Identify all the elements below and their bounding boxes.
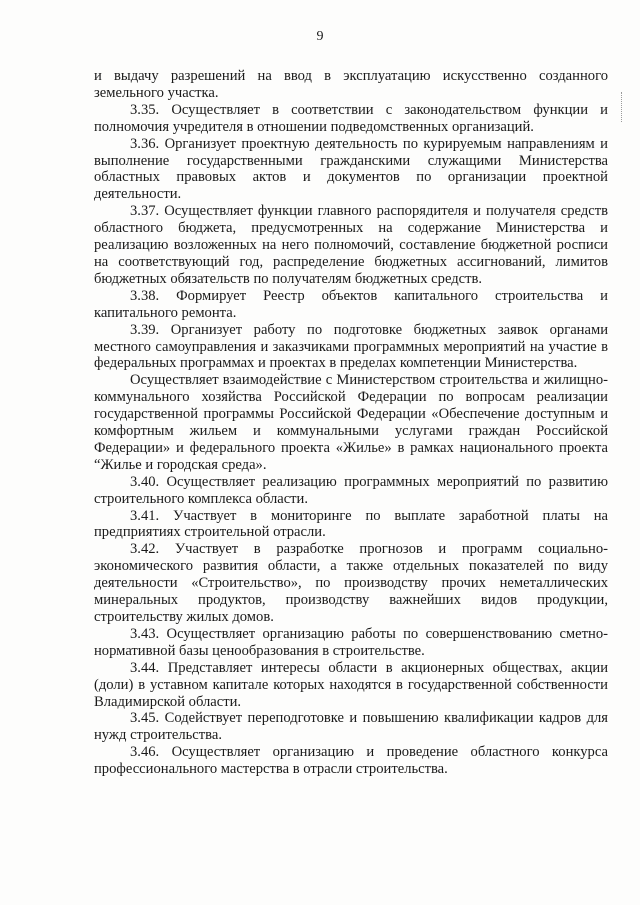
paragraph-3-36: 3.36. Организует проектную деятельность по курируемым направлениям и выполнение государственными гражданскими служащими Министерства областных правовых актов и документов по организации проектной деятельности. xyxy=(94,135,608,203)
document-body xyxy=(94,68,608,778)
page-number: 9 xyxy=(316,29,324,44)
paragraph-3-45: 3.45. Содействует переподготовке и повышению квалификации кадров для нужд строительства. xyxy=(94,710,608,744)
paragraph-3-42: 3.42. Участвует в разработке прогнозов и программ социально-экономического развития области, а также отдельных показателей по виду деятельности «Строительство», по производству прочих неметаллических минеральных продуктов, производству важнейших видов продукции, строительству жилых домов. xyxy=(94,541,608,625)
margin-mark xyxy=(621,92,626,122)
paragraph-3-35: 3.35. Осуществляет в соответствии с законодательством функции и полномочия учредителя в отношении подведомственных организаций. xyxy=(94,101,608,135)
paragraph-3-46: 3.46. Осуществляет организацию и проведение областного конкурса профессионального мастерства в отрасли строительства. xyxy=(94,744,608,778)
paragraph-3-43: 3.43. Осуществляет организацию работы по совершенствованию сметно-нормативной базы ценообразования в строительстве. xyxy=(94,625,608,659)
paragraph-3-38: 3.38. Формирует Реестр объектов капитального строительства и капитального ремонта. xyxy=(94,287,608,321)
paragraph-3-41: 3.41. Участвует в мониторинге по выплате заработной платы на предприятиях строительной отрасли. xyxy=(94,507,608,541)
paragraph-continuation: и выдачу разрешений на ввод в эксплуатацию искусственно созданного земельного участка. xyxy=(94,68,608,101)
paragraph-3-39: 3.39. Организует работу по подготовке бюджетных заявок органами местного самоуправления и заказчиками программных мероприятий на участие в федеральных программах и проектах в пределах компетенции Министерства. xyxy=(94,321,608,372)
paragraph-3-40: 3.40. Осуществляет реализацию программных мероприятий по развитию строительного комплекса области. xyxy=(94,473,608,507)
paragraph-3-44: 3.44. Представляет интересы области в акционерных обществах, акции (доли) в уставном капитале которых находятся в государственной собственности Владимирской области. xyxy=(94,659,608,710)
paragraph-3-39-interaction: Осуществляет взаимодействие с Министерством строительства и жилищно-коммунального хозяйства Российской Федерации по вопросам реализации государственной программы Российской Федерации «Обеспечение доступным и комфортным жильем и коммунальными услугами граждан Российской Федерации» и федерального проекта «Жилье» в рамках национального проекта “Жилье и городская среда». xyxy=(94,372,608,473)
paragraph-3-37: 3.37. Осуществляет функции главного распорядителя и получателя средств областного бюджета, предусмотренных на содержание Министерства и реализацию возложенных на него полномочий, составление бюджетной росписи на соответствующий год, распределение бюджетных ассигнований, лимитов бюджетных обязательств по получателям бюджетных средств. xyxy=(94,203,608,287)
